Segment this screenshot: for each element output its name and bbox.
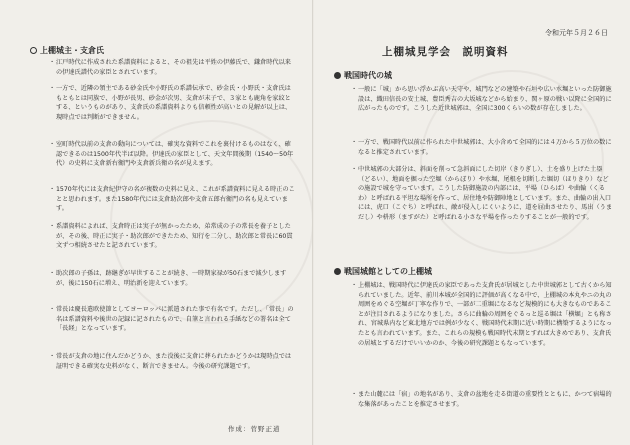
document-title: 上棚城見学会 説明資料 xyxy=(382,46,509,58)
list-item: ・ 江戸時代に作成された系譜資料によると、その祖先は平姓の伊藤氏で、鎌倉時代以来の伊達氏譜代の家臣とされています。 xyxy=(49,59,291,76)
section-heading-left: 上棚城主・支倉氏 xyxy=(30,45,104,56)
list-item: ・ 助次郎の子孫は、跡継ぎが早世することが続き、一時期家禄が50石まで減少しますが、後に150石に増え、明治新を迎えています。 xyxy=(49,270,287,287)
list-item: ・ 系譜資料によれば、支倉時正は実子が無かったため、弟常成の子の常長を養子としたが、その後、時正に実子・助次郎ができたため、知行を二分し、助次郎と常長に60貫文ずつ相続させたと記されています。 xyxy=(49,223,293,250)
filled-circle-bullet-icon xyxy=(334,72,341,79)
author-credit: 作成：菅野正道 xyxy=(228,425,281,433)
list-item: ・ 室町時代以前の支倉の動向については、確実な資料でこれを裏付けるものはなく、確認できるのは1500年代半ば以降。伊達氏の家臣として、天文年間後期（1540〜50年代）の史料に支倉新右衛門や支倉新兵衛の名が見えます。 xyxy=(49,141,294,168)
circle-bullet-icon xyxy=(30,47,37,54)
list-item: ・ 上棚城は、戦国時代に伊達氏の家臣であった支倉氏が居城とした中世城郭として古くから知られていました。近年、前川本城が全国的に評価が高くなる中で、上棚城の本丸やニの丸の周囲をめぐる空堀が丁寧な作りで、一部が二重堀になるなど規模的にも大きなものであることが注目されるようになりました。さらに曲輪の周囲をぐるっと巡る堀は「横堀」とも称され、宮城県内など東北地方では例が少なく、戦国時代末期に近い時期に構築するようになったとも言われています。また、これらの規模も戦国時代末期とすれば大きめであり、支倉氏の居城とするだけでいいかのか、今後の研究課題ともなっています。 xyxy=(351,282,612,347)
document-date: 令和元年５月２６日 xyxy=(545,29,608,37)
list-item: ・ 中世城郭の大部分は、斜面を削って急斜面にした切岸（きりぎし）、土を盛り上げた土塁（どるい）、地面を掘った空堀（からぼり）や水堀、尾根を切断した堀切（ほりきり）などの施設で城を守っています。こうした防御施設の内部には、平場（ひらば）や曲輪（くるわ）と呼ばれる平坦な場所を作って、居住地や防御陣地としています。また、曲輪の出入口には、虎口（こぐち）と呼ばれ、敵が侵入しにくいように、道を屈曲させたり、馬出（うまだし）や枡形（ますがた）と呼ばれる小さな平場を作ったりすることが一般的です。 xyxy=(351,166,613,221)
filled-circle-bullet-icon xyxy=(334,268,341,275)
list-item: ・ 常長は慶長遣欧使節としてヨーロッパに派遣された事で有名です。ただし、「常長」の名は系譜資料や後世の記録に記されたもので、自筆と言われる手紙などの署名は全て「長経」となっています。 xyxy=(49,306,294,333)
section-heading-warring-states: 戦国時代の城 xyxy=(334,70,392,81)
section-heading-kamitana-castle: 戦国城館としての上棚城 xyxy=(334,266,432,277)
list-item: ・ 1570年代には支倉紀伊守の名が複数の史料に見え、これが系譜資料に見える時正のことと思われます。また1580年代には支倉助次郎や支倉五郎右衛門の名も見えています。 xyxy=(49,186,295,213)
list-item: ・ 常長が支倉の地に住んだかどうか、また没後に支倉に葬られたかどうかは現時点では証明できる確実な史料がなく、断言できません。今後の研究課題です。 xyxy=(49,353,292,370)
page-fold xyxy=(312,0,314,445)
list-item: ・ 一方で、近隣の領主である砂金氏や小野氏の系譜伝承で、砂金氏・小野氏・支倉氏はもともとは同族で、小野が長男、砂金が次男、支倉が末子で、３家とも鹿角を家紋とする、というものがあり、支倉氏の系譜資料よりも信頼性が高いとの見解が以上は、現時点では判断ができません。 xyxy=(49,85,292,121)
list-item: ・ 一般に「城」から思い浮かぶ高い天守や、城門などの建築や石垣や広い水堀といった防御施設は、織田信長の安土城、豊臣秀吉の大坂城などから始まり、関ヶ原の戦い以降に全国的に広がったものです。こうした近世城郭は、全国に300くらいの数が存在しました。 xyxy=(351,86,612,113)
list-item: ・ 一方で、戦国時代以前に作られた中世城郭は、大小含めて全国的には４万から５万位の数になると推定されています。 xyxy=(351,139,612,156)
list-item: ・ また山麓には「宿」の地名があり、支倉の盆地を走る街道の重要性とともに、かつて宿場的な集落があったことを推定させます。 xyxy=(351,391,612,408)
